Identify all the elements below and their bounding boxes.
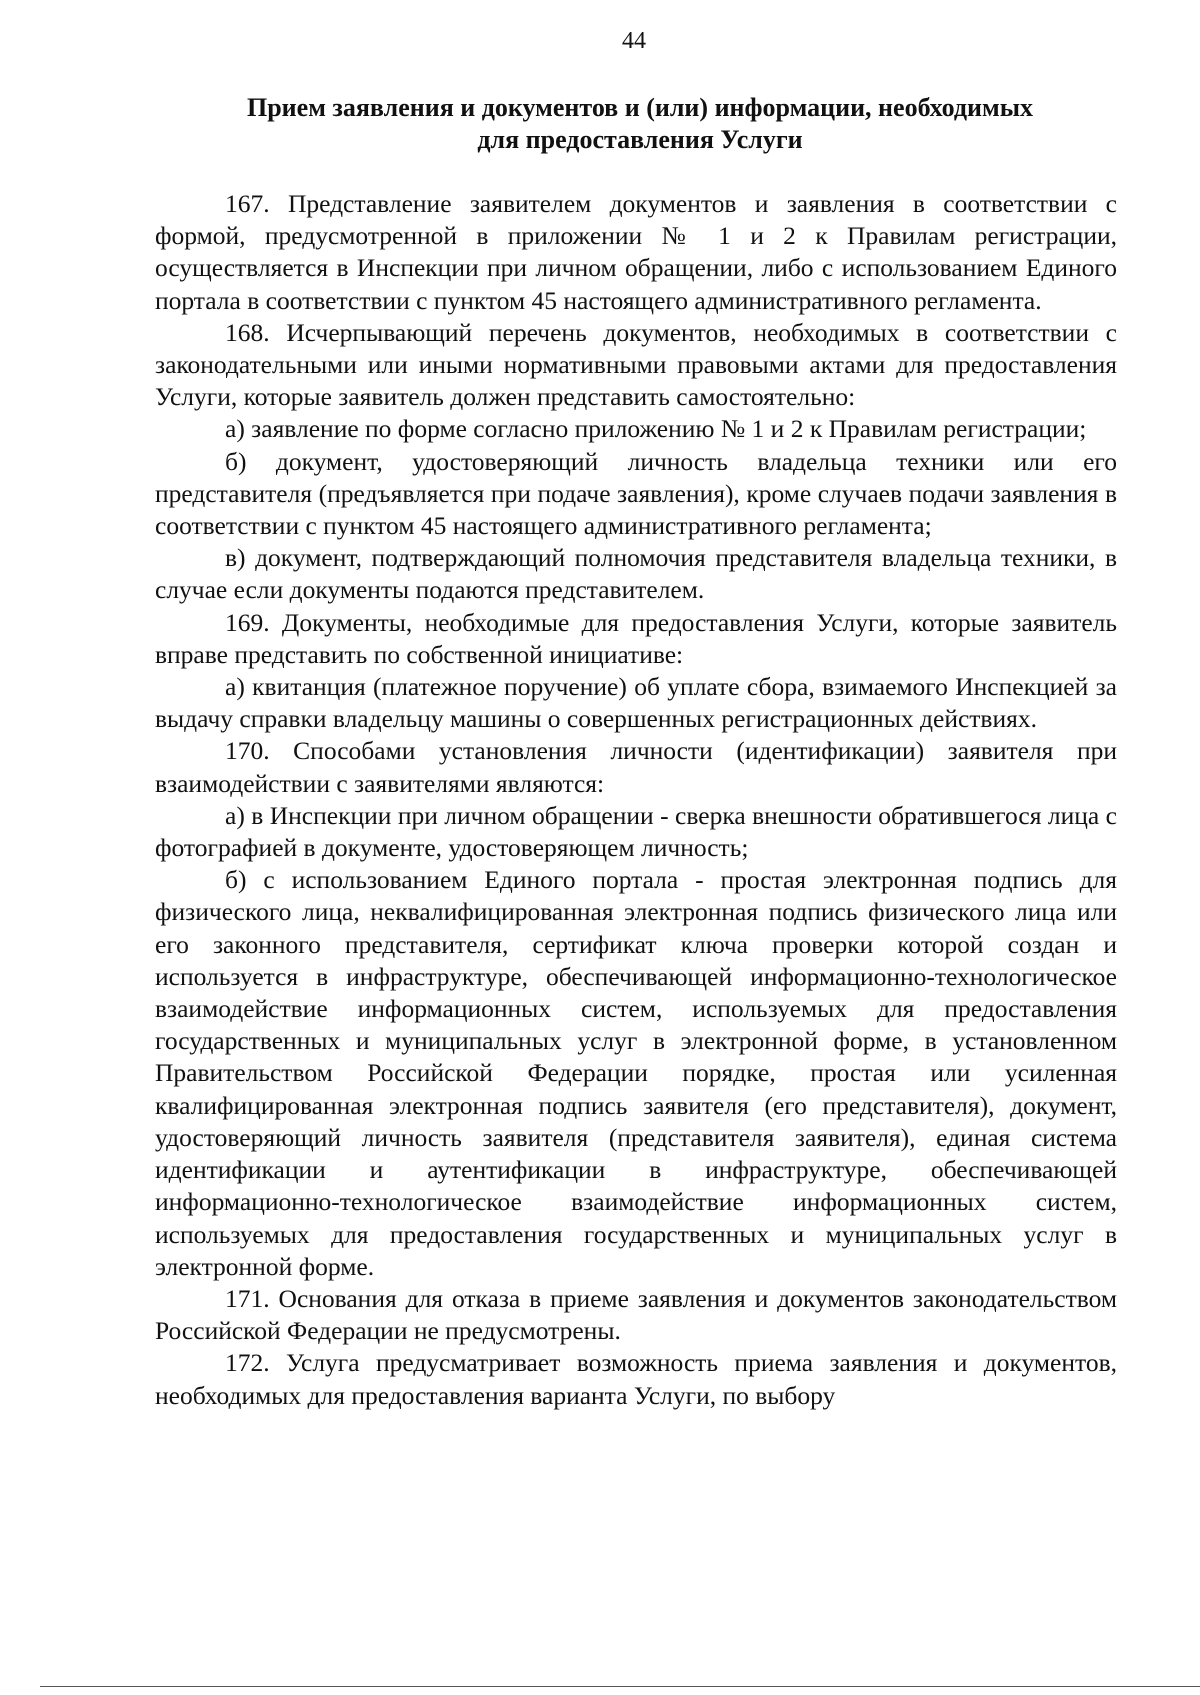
paragraph-169-a: а) квитанция (платежное поручение) об уплате сбора, взимаемого Инспекцией за выдачу справки владельцу машины о совершенных регистрационных действиях. <box>155 672 1117 734</box>
section-heading <box>150 92 1130 156</box>
paragraph-170: 170. Способами установления личности (идентификации) заявителя при взаимодействии с заявителями являются: <box>155 736 1117 798</box>
page-number: 44 <box>622 28 646 54</box>
scan-edge-line <box>40 1686 1200 1687</box>
heading-line-1: Прием заявления и документов и (или) информации, необходимых <box>246 93 1033 122</box>
paragraph-171: 171. Основания для отказа в приеме заявления и документов законодательством Российской Федерации не предусмотрены. <box>155 1283 1117 1346</box>
paragraph-168-a: а) заявление по форме согласно приложению № 1 и 2 к Правилам регистрации; <box>225 414 1087 444</box>
paragraph-168-b: б) документ, удостоверяющий личность владельца техники или его представителя (предъявляется при подаче заявления), кроме случаев подачи заявления в соответствии с пунктом 45 настоящего административного регламента; <box>155 446 1117 541</box>
heading-line-2: для предоставления Услуги <box>477 125 803 154</box>
body-text <box>155 188 1117 1412</box>
paragraph-170-b: б) с использованием Единого портала - простая электронная подпись для физического лица, неквалифицированная электронная подпись физического лица или его законного представителя, сертификат ключа проверки которой создан и используется в инфраструктуре, обеспечивающей информационно-технологическое взаимодействие информационных систем, используемых для предоставления государственных и муниципальных услуг в электронной форме, в установленном Правительством Российской Федерации порядке, простая или усиленная квалифицированная электронная подпись заявителя (его представителя), документ, удостоверяющий личность заявителя (представителя заявителя), единая система идентификации и аутентификации в инфраструктуре, обеспечивающей информационно-технологическое взаимодействие информационных систем, используемых для предоставления государственных и муниципальных услуг в электронной форме. <box>155 865 1117 1281</box>
paragraph-170-a: а) в Инспекции при личном обращении - сверка внешности обратившегося лица с фотографией в документе, удостоверяющем личность; <box>155 800 1117 863</box>
paragraph-169: 169. Документы, необходимые для предоставления Услуги, которые заявитель вправе представить по собственной инициативе: <box>155 607 1117 669</box>
paragraph-172: 172. Услуга предусматривает возможность приема заявления и документов, необходимых для предоставления варианта Услуги, по выбору <box>155 1348 1117 1410</box>
paragraph-168: 168. Исчерпывающий перечень документов, необходимых в соответствии с законодательными или иными нормативными правовыми актами для предоставления Услуги, которые заявитель должен представить самостоятельно: <box>155 317 1117 412</box>
paragraph-167: 167. Представление заявителем документов и заявления в соответствии с формой, предусмотренной в приложении № 1 и 2 к Правилам регистрации, осуществляется в Инспекции при личном обращении, либо с использованием Единого портала в соответствии с пунктом 45 настоящего административного регламента. <box>155 189 1117 315</box>
paragraph-168-v: в) документ, подтверждающий полномочия представителя владельца техники, в случае если документы подаются представителем. <box>155 543 1117 605</box>
